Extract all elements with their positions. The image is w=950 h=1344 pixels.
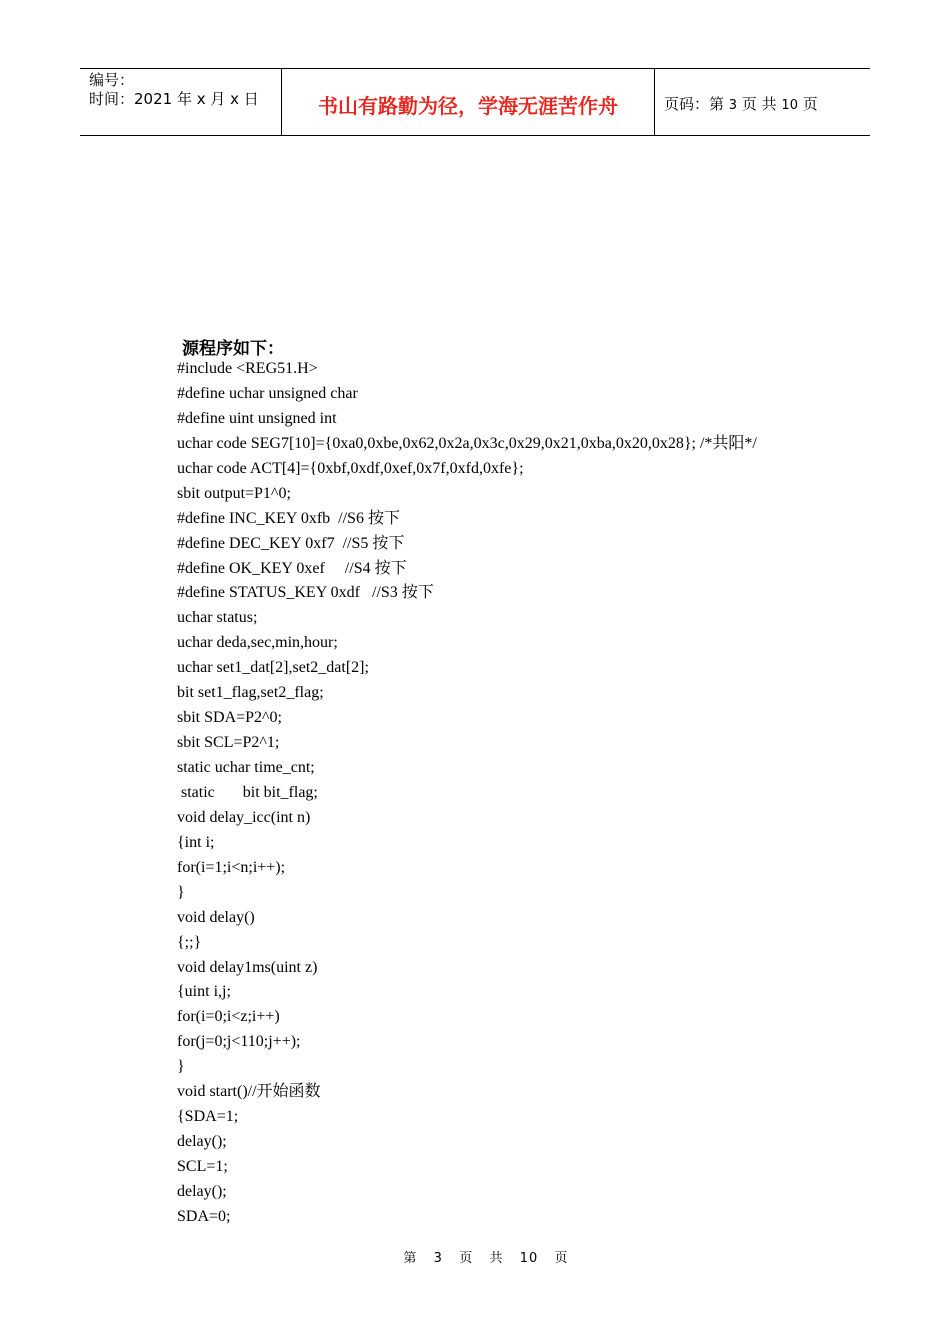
code-line: #define INC_KEY 0xfb //S6 按下 xyxy=(177,509,400,527)
code-line: #define uchar unsigned char xyxy=(177,384,358,402)
code-line: #define DEC_KEY 0xf7 //S5 按下 xyxy=(177,534,405,552)
code-line: SCL=1; xyxy=(177,1158,228,1175)
code-line: } xyxy=(177,883,185,901)
code-line: {SDA=1; xyxy=(177,1108,239,1126)
header-top-rule xyxy=(80,68,870,69)
header-bottom-rule xyxy=(80,135,870,136)
header-page-suffix: 页 xyxy=(802,95,818,113)
code-line: {int i; xyxy=(177,833,215,851)
code-line: SDA=0; xyxy=(177,1207,231,1225)
page-footer: 第 3 页 共 10 页 xyxy=(403,1251,569,1266)
code-line: delay(); xyxy=(177,1133,227,1151)
code-line: void delay_icc(int n) xyxy=(177,808,311,826)
code-line: uchar deda,sec,min,hour; xyxy=(177,634,338,652)
code-line: static bit bit_flag; xyxy=(177,783,318,801)
code-line: void start()//开始函数 xyxy=(177,1083,321,1101)
header-page-indicator xyxy=(664,93,818,114)
code-line: #define STATUS_KEY 0xdf //S3 按下 xyxy=(177,584,434,602)
code-line: delay(); xyxy=(177,1182,227,1200)
header-page-current: 3 xyxy=(728,98,738,113)
header-time-label: 时间：2021 年 x 月 x 日 xyxy=(89,90,259,108)
code-line: #include <REG51.H> xyxy=(177,360,318,377)
code-line: uchar status; xyxy=(177,609,258,627)
code-line: for(j=0;j<110;j++); xyxy=(177,1033,301,1051)
source-code-listing xyxy=(177,357,757,1230)
code-line: sbit output=P1^0; xyxy=(177,484,291,502)
header-divider-right xyxy=(654,68,655,135)
code-line: for(i=0;i<z;i++) xyxy=(177,1008,280,1026)
code-line: uchar code ACT[4]={0xbf,0xdf,0xef,0x7f,0xfd,0xfe}; xyxy=(177,459,524,477)
code-line: {;;} xyxy=(177,933,202,951)
header-motto: 书山有路勤为径，学海无涯苦作舟 xyxy=(318,94,618,118)
code-line: uchar code SEG7[10]={0xa0,0xbe,0x62,0x2a,0x3c,0x29,0x21,0xba,0x20,0x28}; /*共阳*/ xyxy=(177,434,757,452)
code-line: {uint i,j; xyxy=(177,983,231,1001)
code-line: void delay() xyxy=(177,908,255,926)
code-line: static uchar time_cnt; xyxy=(177,759,315,776)
code-line: uchar set1_dat[2],set2_dat[2]; xyxy=(177,659,369,677)
header-meta xyxy=(89,71,259,109)
header-page-prefix: 页码：第 xyxy=(664,95,725,113)
code-line: #define uint unsigned int xyxy=(177,409,337,427)
code-line: } xyxy=(177,1058,185,1076)
header-number-label: 编号： xyxy=(89,71,135,89)
header-page-total: 10 xyxy=(781,98,798,113)
code-line: bit set1_flag,set2_flag; xyxy=(177,684,324,702)
code-line: sbit SDA=P2^0; xyxy=(177,709,282,727)
code-line: sbit SCL=P2^1; xyxy=(177,734,280,752)
header-page-mid: 页 共 xyxy=(741,95,777,113)
code-line: void delay1ms(uint z) xyxy=(177,958,318,976)
section-heading: 源程序如下： xyxy=(182,339,284,359)
code-line: for(i=1;i<n;i++); xyxy=(177,858,286,876)
code-line: #define OK_KEY 0xef //S4 按下 xyxy=(177,559,407,577)
